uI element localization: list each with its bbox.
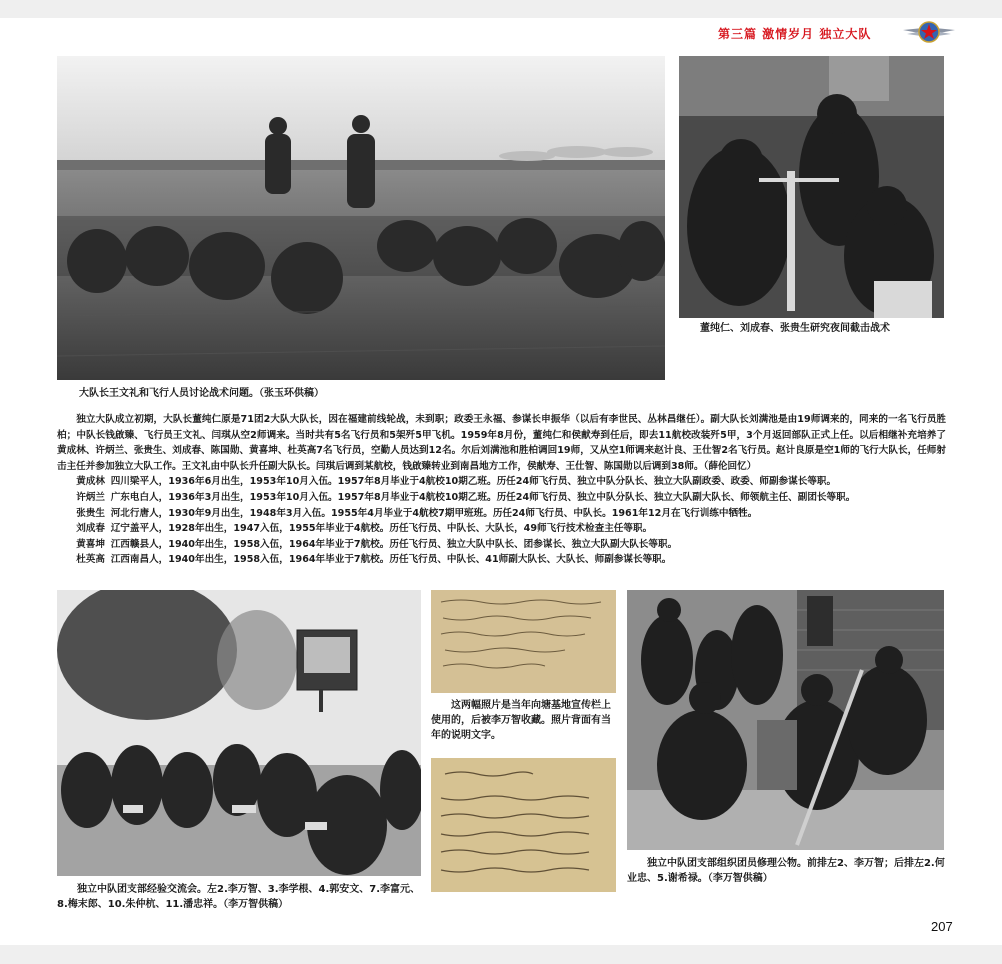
bio-text: 广东电白人，1936年3月出生，1953年10月入伍。1957年8月毕业于4航校10期乙班。历任24师飞行员、独立中队分队长、独立大队副大队长、师领航主任、副团长等职。 bbox=[110, 491, 856, 503]
photo-handwritten-note-2 bbox=[431, 758, 616, 892]
bio-name: 许炳兰 bbox=[76, 491, 105, 503]
bio-text: 江西南昌人，1940年出生，1958入伍，1964年毕业于7航校。历任飞行员、中队长、41师副大队长、大队长、师副参谋长等职。 bbox=[110, 554, 672, 566]
caption-repairing-public-property: 独立中队团支部组织团员修理公物。前排左2、李万智；后排左2.何业忠、5.谢希禄。（李万智供稿） bbox=[627, 858, 945, 884]
bio-name: 张贵生 bbox=[76, 507, 105, 519]
bio-entry bbox=[57, 552, 946, 568]
bio-name: 黄喜坤 bbox=[76, 538, 105, 550]
bio-name: 杜英高 bbox=[76, 554, 105, 566]
bio-entry bbox=[57, 506, 946, 522]
photo-repairing-public-property bbox=[627, 590, 944, 850]
document-page bbox=[0, 18, 1002, 945]
photo-night-interception-study bbox=[679, 56, 944, 318]
caption-league-branch-meeting: 独立中队团支部经验交流会。左2.李万智、3.李学根、4.郭安文、7.李富元、8.梅末郎、10.朱仲杭、11.潘忠祥。（李万智供稿） bbox=[57, 884, 421, 910]
bio-text: 河北行唐人，1930年9月出生，1948年3月入伍。1955年4月毕业于4航校7期甲班班。历任24师飞行员、中队长。1961年12月在飞行训练中牺牲。 bbox=[110, 507, 758, 519]
bio-text: 四川梁平人，1936年6月出生，1953年10月入伍。1957年8月毕业于4航校10期乙班。历任24师飞行员、独立中队分队长、独立大队副政委、政委、师副参谋长等职。 bbox=[110, 476, 837, 488]
bio-entry bbox=[57, 537, 946, 553]
bio-entry bbox=[57, 521, 946, 537]
bio-text: 江西赣县人，1940年出生，1958入伍，1964年毕业于7航校。历任飞行员、独立大队中队长、团参谋长、独立大队副大队长等职。 bbox=[110, 538, 678, 550]
bio-text: 辽宁盖平人，1928年出生，1947入伍，1955年毕业于4航校。历任飞行员、中队长、大队长，49师飞行技术检查主任等职。 bbox=[110, 523, 653, 535]
caption-night-interception-study: 董纯仁、刘成春、张贵生研究夜间截击战术 bbox=[700, 323, 890, 334]
bio-entry bbox=[57, 490, 946, 506]
article-body bbox=[57, 412, 946, 568]
caption-handwritten-notes: 这两幅照片是当年向塘基地宣传栏上使用的，后被李万智收藏。照片背面有当年的说明文字。 bbox=[431, 700, 611, 741]
bio-name: 刘成春 bbox=[76, 523, 105, 535]
intro-paragraph: 独立大队成立初期，大队长董纯仁原是71团2大队大队长，因在福建前线轮战，未到职；政委王永福、参谋长申振华（以后有李世民、丛林昌继任）。副大队长刘满池是由19师调来的，同来的一名飞行员胜柏；中队长钱啟臻、飞行员王文礼、闫琪从空2师调来。当时共有5名飞行员和5架歼5甲飞机。1959年8月份，董纯仁和侯献寿到任后，即去11航校改装歼5甲，3个月返回部队正式上任。以后相继补充培养了黄成林、许炳兰、张贵生、刘成春、陈国勋、黄喜坤、杜英高7名飞行员，空勤人员达到12名。尔后刘满池和胜柏调回19师，又从空1师调来赵计良、王仕智2名飞行员。赵计良原是空1师的飞行大队长，任师射击主任并参加独立大队工作。王文礼由中队长升任副大队长。闫琪后调到某航校，钱啟臻转业到南昌地方工作，侯献寿、王仕智、陈国勋以后调到38师。（薛伦回忆） bbox=[57, 414, 946, 472]
bio-name: 黄成林 bbox=[76, 476, 105, 488]
photo-handwritten-note-1 bbox=[431, 590, 616, 693]
air-force-wings-emblem-icon bbox=[901, 16, 957, 48]
photo-league-branch-meeting bbox=[57, 590, 421, 876]
bio-entry bbox=[57, 474, 946, 490]
page-number: 207 bbox=[931, 919, 953, 934]
chapter-header: 第三篇 激情岁月 独立大队 bbox=[718, 27, 872, 41]
caption-tactics-discussion: 大队长王文礼和飞行人员讨论战术问题。（张玉环供稿） bbox=[79, 388, 324, 399]
photo-tactics-discussion bbox=[57, 56, 665, 380]
